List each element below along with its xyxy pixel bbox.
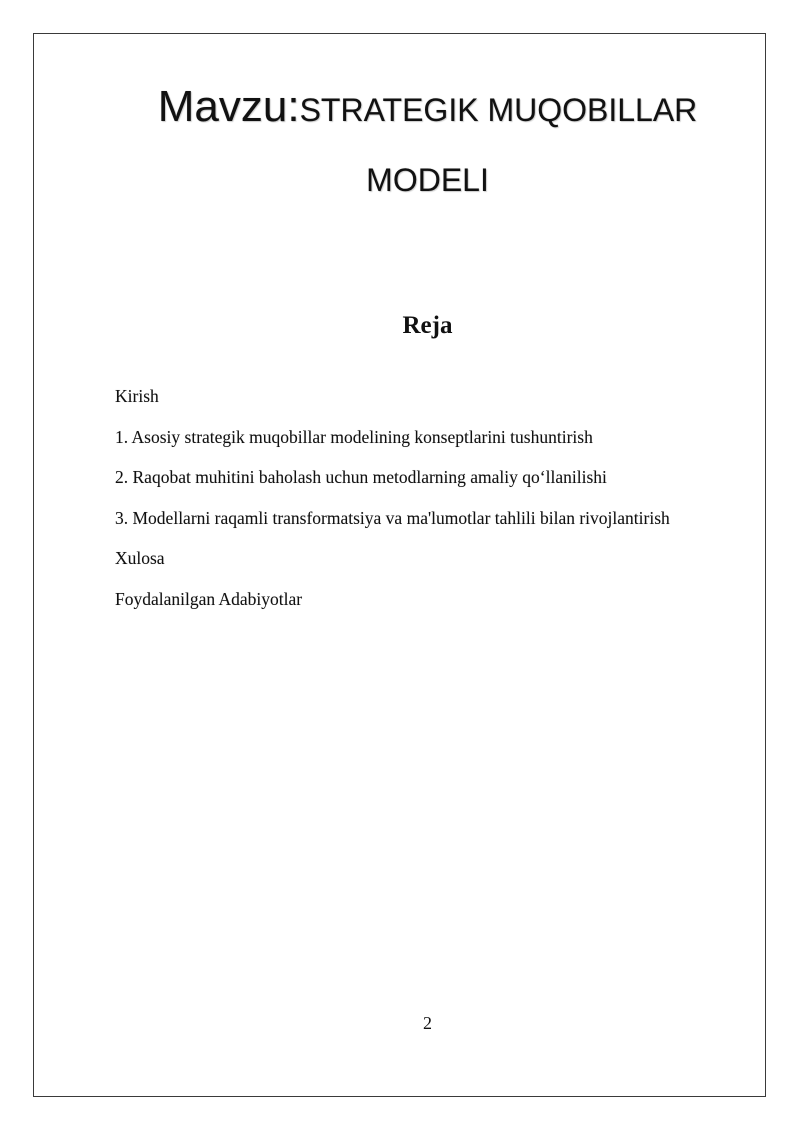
plan-item-2: 2. Raqobat muhitini baholash uchun metodlarning amaliy qo‘llanilishi (115, 467, 607, 487)
plan-heading: Reja (402, 312, 453, 339)
plan-list (115, 382, 670, 625)
page-number: 2 (423, 1013, 432, 1033)
title-line-1 (0, 72, 800, 145)
plan-item-3: 3. Modellarni raqamli transformatsiya va ma'lumotlar tahlili bilan rivojlantirish (115, 507, 670, 528)
title-prefix: Mavzu: (157, 82, 300, 131)
plan-item-references: Foydalanilgan Adabiyotlar (115, 588, 303, 609)
title-main: STRATEGIK MUQOBILLAR (299, 92, 698, 128)
title-line-2: MODELI (366, 162, 489, 198)
plan-item-conclusion: Xulosa (115, 548, 165, 568)
plan-item-intro: Kirish (115, 386, 159, 406)
document-title (0, 72, 800, 215)
plan-item-1: 1. Asosiy strategik muqobillar modelining konseptlarini tushuntirish (115, 426, 593, 447)
